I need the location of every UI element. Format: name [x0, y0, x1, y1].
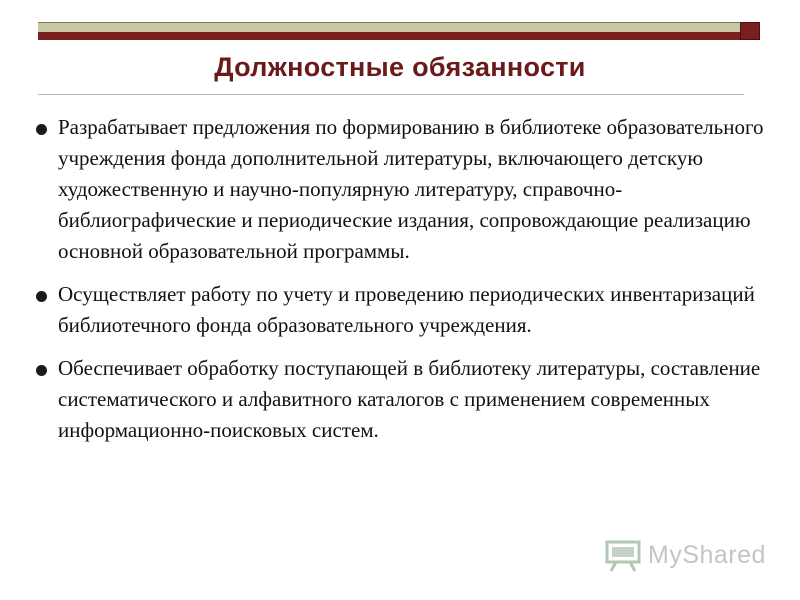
bullet-text: Разрабатывает предложения по формированию в библиотеке образовательного учреждения фонда дополнительной литературы, включающего детскую художественную и научно-популярную литературу, справочно-библиографические и периодические издания, сопровождающие реализацию основной образовательной программы.: [58, 115, 764, 263]
bullet-icon: [36, 365, 47, 376]
bullet-icon: [36, 124, 47, 135]
bullet-list: [36, 112, 796, 458]
watermark: [604, 535, 766, 575]
bullet-icon: [36, 291, 47, 302]
list-item: [36, 112, 796, 267]
watermark-text: MyShared: [648, 540, 766, 569]
slide-title: Должностные обязанности: [214, 52, 586, 82]
presentation-board-icon: [604, 536, 642, 574]
bullet-text: Обеспечивает обработку поступающей в библиотеку литературы, составление систематического и алфавитного каталогов с применением современных информационно-поисковых систем.: [58, 356, 761, 442]
list-item: [36, 353, 796, 446]
title-divider: [38, 94, 744, 95]
list-item: [36, 279, 796, 341]
top-decorative-bar: [38, 22, 760, 40]
bullet-text: Осуществляет работу по учету и проведению периодических инвентаризаций библиотечного фонда образовательного учреждения.: [58, 282, 755, 337]
corner-square: [740, 22, 760, 40]
maroon-stripe: [38, 32, 760, 40]
